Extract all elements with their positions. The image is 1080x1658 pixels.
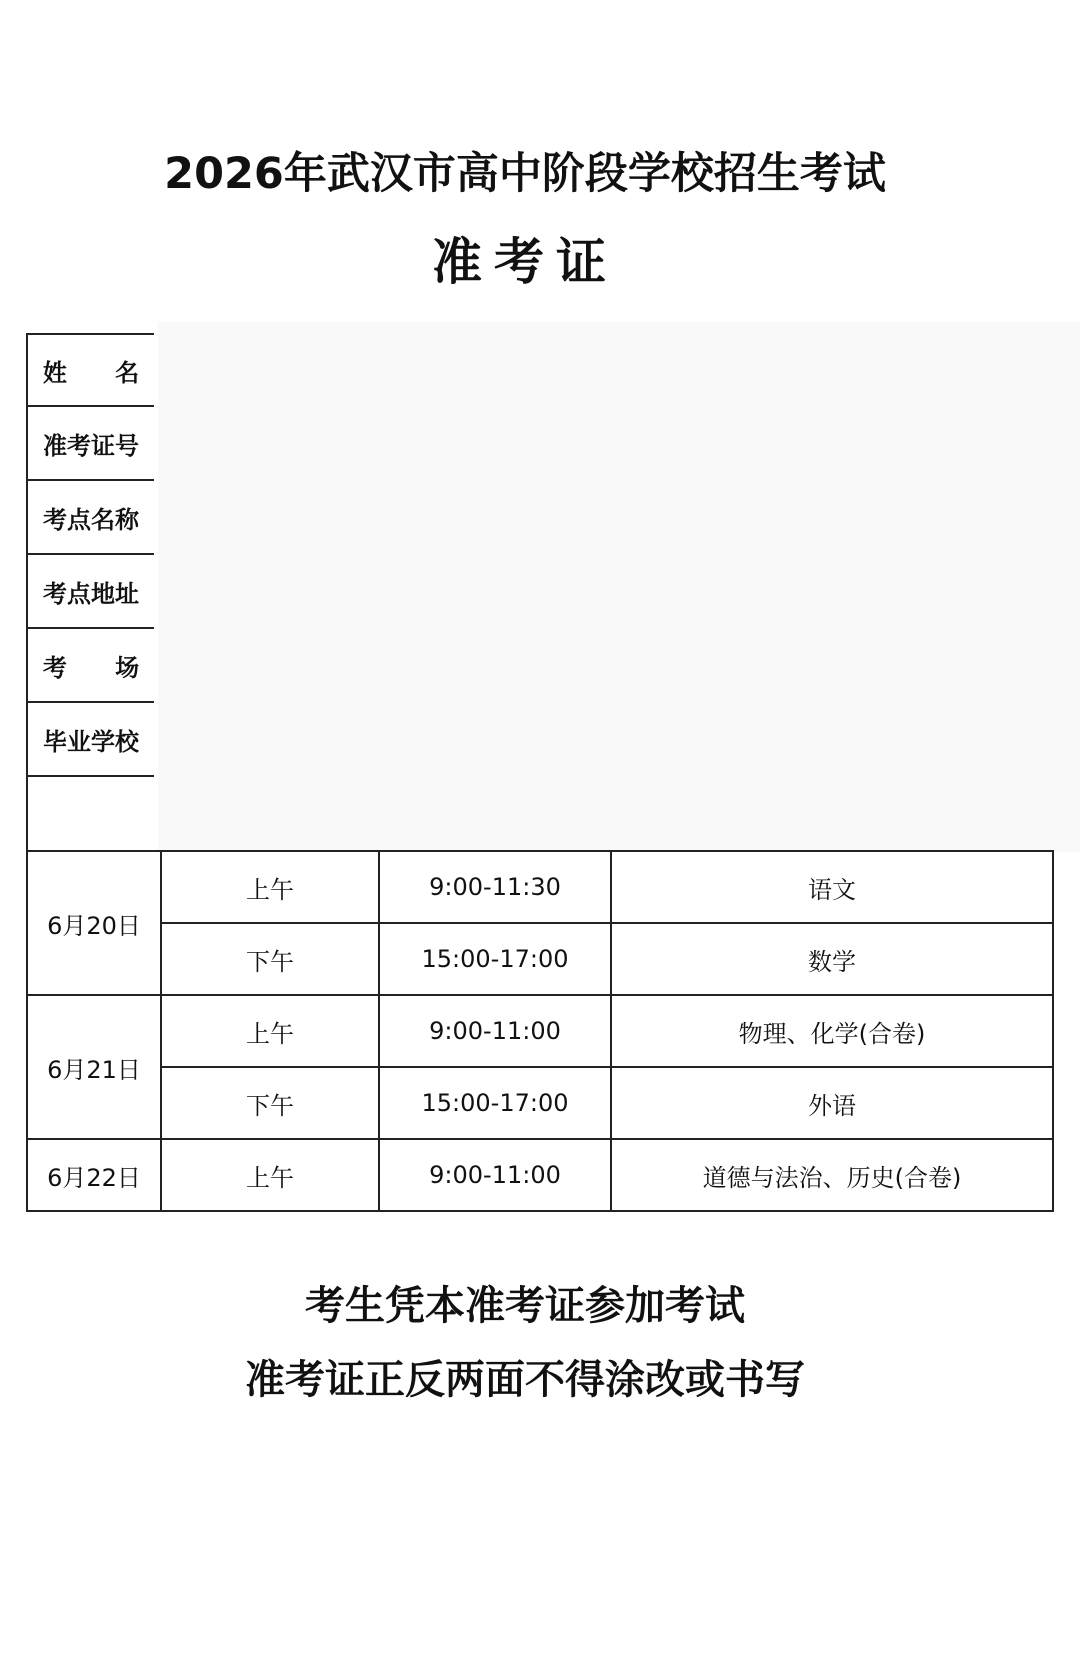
schedule-session: 下午: [161, 923, 379, 995]
label-exam-site-name: 考点名称: [26, 481, 154, 555]
exam-title: 2026年武汉市高中阶段学校招生考试: [164, 149, 886, 199]
label-admission-number: 准考证号: [26, 407, 154, 481]
schedule-session: 上午: [161, 1139, 379, 1211]
candidate-info-labels: [26, 333, 160, 851]
schedule-time: 15:00-17:00: [379, 923, 611, 995]
schedule-date: 6月20日: [27, 851, 161, 995]
notice-line-1: 考生凭本准考证参加考试: [305, 1283, 745, 1329]
schedule-time: 15:00-17:00: [379, 1067, 611, 1139]
schedule-subject: 数学: [611, 923, 1053, 995]
schedule-time: 9:00-11:30: [379, 851, 611, 923]
label-name: 姓 名: [26, 333, 154, 407]
label-blank-row: [26, 777, 154, 851]
label-exam-room: 考 场: [26, 629, 154, 703]
notice-line-2: 准考证正反两面不得涂改或书写: [245, 1357, 805, 1403]
table-row: [27, 995, 1053, 1067]
table-row: [27, 1139, 1053, 1211]
schedule-time: 9:00-11:00: [379, 1139, 611, 1211]
schedule-time: 9:00-11:00: [379, 995, 611, 1067]
schedule-session: 上午: [161, 851, 379, 923]
table-row: [27, 1067, 1053, 1139]
table-row: [27, 851, 1053, 923]
schedule-subject: 外语: [611, 1067, 1053, 1139]
schedule-subject: 物理、化学(合卷): [611, 995, 1053, 1067]
table-row: [27, 923, 1053, 995]
schedule-date: 6月22日: [27, 1139, 161, 1211]
exam-schedule-table: [26, 850, 1054, 1212]
candidate-info-area: [158, 322, 1080, 852]
schedule-session: 下午: [161, 1067, 379, 1139]
admission-ticket-heading: 准考证: [432, 233, 618, 291]
schedule-subject: 语文: [611, 851, 1053, 923]
schedule-subject: 道德与法治、历史(合卷): [611, 1139, 1053, 1211]
label-graduate-school: 毕业学校: [26, 703, 154, 777]
schedule-session: 上午: [161, 995, 379, 1067]
schedule-date: 6月21日: [27, 995, 161, 1139]
label-exam-site-address: 考点地址: [26, 555, 154, 629]
